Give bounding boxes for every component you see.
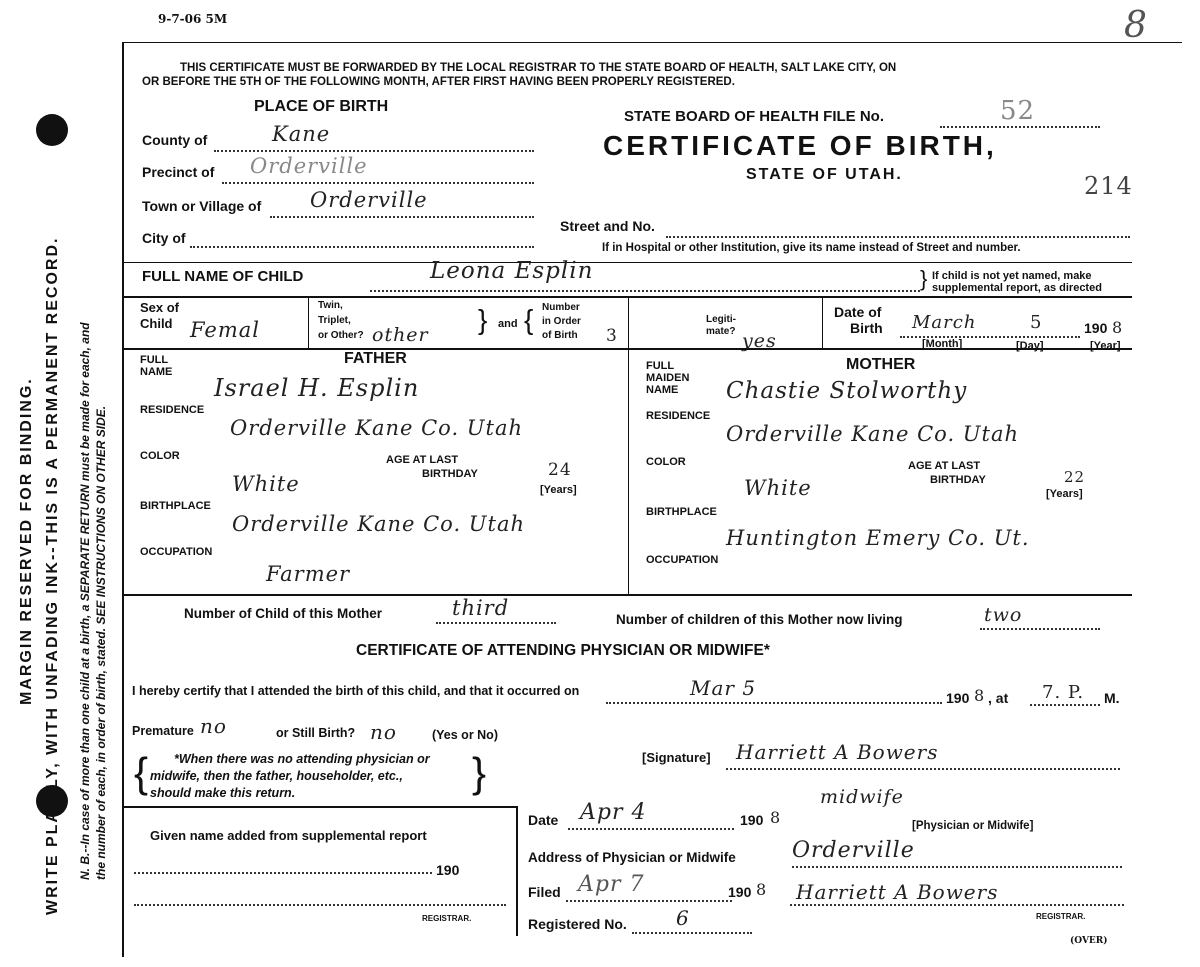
still-birth-value: no xyxy=(370,720,397,744)
mother-residence-label: RESIDENCE xyxy=(646,410,711,422)
legit-divider xyxy=(822,296,823,348)
name-note-2: supplemental report, as directed xyxy=(932,282,1102,294)
child-count-label: Number of Child of this Mother xyxy=(184,606,382,621)
occurred-time-value: 7. P. xyxy=(1042,682,1085,703)
street-line xyxy=(666,236,1130,238)
sex-label-1: Sex of xyxy=(140,300,180,315)
rule-below-name xyxy=(122,296,1132,298)
registrar-caption: REGISTRAR. xyxy=(1036,912,1086,921)
place-of-birth-title: PLACE OF BIRTH xyxy=(254,98,389,115)
street-label: Street and No. xyxy=(560,218,655,234)
premature-value: no xyxy=(200,714,227,738)
occurred-date-value: Mar 5 xyxy=(690,676,757,700)
mother-full-label: FULL xyxy=(646,360,675,372)
date-birth-label-2: Birth xyxy=(850,320,883,336)
precinct-value: Orderville xyxy=(250,154,368,178)
father-residence-label: RESIDENCE xyxy=(140,404,205,416)
city-label: City of xyxy=(142,230,186,246)
registrar-line xyxy=(790,904,1124,906)
margin-binding-text: MARGIN RESERVED FOR BINDING. xyxy=(18,377,35,705)
hospital-note: If in Hospital or other Institution, give its name instead of Street and number. xyxy=(602,242,1021,254)
certificate-title: CERTIFICATE OF BIRTH, xyxy=(603,130,997,161)
twin-label-3: or Other? xyxy=(318,330,364,341)
physician-note-2: midwife, then the father, householder, etc., xyxy=(150,769,403,783)
filed-label: Filed xyxy=(528,884,561,900)
child-count-line xyxy=(436,622,556,624)
occurred-year-prefix: 190 xyxy=(946,690,970,706)
county-line xyxy=(214,150,534,152)
supplemental-right-border xyxy=(516,806,518,936)
file-number-line xyxy=(940,126,1100,128)
form-top-border xyxy=(122,42,1182,43)
margin-ink-text: WRITE PLAINLY, WITH UNFADING INK--THIS IS A PERMANENT RECORD. xyxy=(44,236,61,915)
supplemental-registrar: REGISTRAR. xyxy=(422,914,472,923)
state-label: STATE OF UTAH. xyxy=(746,166,903,183)
father-color-label: COLOR xyxy=(140,450,180,462)
father-residence-value: Orderville Kane Co. Utah xyxy=(230,416,523,440)
notice-line-2: OR BEFORE THE 5TH OF THE FOLLOWING MONTH, AFTER FIRST HAVING BEEN PROPERLY REGISTERED. xyxy=(142,76,735,88)
order-value: 3 xyxy=(606,326,618,346)
rule-below-parents xyxy=(122,594,1132,596)
role-value: midwife xyxy=(820,786,904,808)
date-birth-label-1: Date of xyxy=(834,304,882,320)
twin-brace: } xyxy=(478,304,488,335)
mother-age-value: 22 xyxy=(1064,468,1086,486)
page-number: 8 xyxy=(1124,5,1148,46)
physician-note-3: should make this return. xyxy=(150,786,296,800)
mother-name-label: NAME xyxy=(646,384,679,396)
mother-birthplace-label: BIRTHPLACE xyxy=(646,506,717,518)
living-count-value: two xyxy=(984,604,1023,626)
birth-month-caption: [Month] xyxy=(922,338,963,350)
father-occupation-value: Farmer xyxy=(266,562,351,586)
father-name-value: Israel H. Esplin xyxy=(214,374,420,402)
and-label: and xyxy=(498,318,518,330)
father-years-caption: [Years] xyxy=(540,484,577,496)
town-line xyxy=(270,216,534,218)
filed-year-suffix: 8 xyxy=(756,880,768,899)
parents-divider xyxy=(628,348,629,594)
rule-above-supplemental xyxy=(122,806,518,808)
yes-no-hint: (Yes or No) xyxy=(432,728,498,742)
time-line xyxy=(1030,704,1100,706)
birth-day-caption: [Day] xyxy=(1016,340,1044,352)
date-year-prefix: 190 xyxy=(740,812,764,828)
living-count-line xyxy=(980,628,1100,630)
extra-number: 214 xyxy=(1084,172,1133,200)
supplemental-title: Given name added from supplemental report xyxy=(150,828,427,843)
birth-year-caption: [Year] xyxy=(1090,340,1121,352)
order-brace: { xyxy=(524,304,534,335)
father-birthplace-value: Orderville Kane Co. Utah xyxy=(232,512,525,536)
role-caption: [Physician or Midwife] xyxy=(912,820,1034,832)
order-label-3: of Birth xyxy=(542,330,578,341)
mother-years-caption: [Years] xyxy=(1046,488,1083,500)
legit-value: yes xyxy=(742,330,777,352)
twin-value: other xyxy=(372,324,429,346)
physician-note-1: *When there was no attending physician or xyxy=(174,752,430,766)
date-signed-value: Apr 4 xyxy=(580,800,647,825)
file-number-label: STATE BOARD OF HEALTH FILE No. xyxy=(624,108,884,125)
father-occupation-label: OCCUPATION xyxy=(140,546,213,558)
mother-color-value: White xyxy=(744,476,812,500)
town-label: Town or Village of xyxy=(142,198,262,214)
registrar-signature: Harriett A Bowers xyxy=(796,880,999,904)
file-number-value: 52 xyxy=(1000,96,1036,126)
date-line xyxy=(568,828,734,830)
registered-value: 6 xyxy=(676,906,690,930)
premature-label: Premature xyxy=(132,724,194,738)
sex-label-2: Child xyxy=(140,316,173,331)
father-age-label-1: AGE AT LAST xyxy=(386,454,459,466)
child-name-label: FULL NAME OF CHILD xyxy=(142,268,304,285)
rule-below-sex xyxy=(122,348,1132,350)
living-count-label: Number of children of this Mother now living xyxy=(616,612,903,627)
mother-birthplace-value: Huntington Emery Co. Ut. xyxy=(726,526,1030,550)
m-label: M. xyxy=(1104,690,1120,706)
mother-occupation-label: OCCUPATION xyxy=(646,554,719,566)
birth-month-value: March xyxy=(912,312,977,333)
birth-year-suffix: 8 xyxy=(1112,318,1124,337)
father-name-label: NAME xyxy=(140,366,173,378)
supplemental-line-2 xyxy=(134,904,506,906)
birth-day-value: 5 xyxy=(1030,312,1043,333)
sex-divider xyxy=(308,296,309,348)
mother-name-value: Chastie Stolworthy xyxy=(726,378,968,404)
mother-age-label-1: AGE AT LAST xyxy=(908,460,981,472)
form-code: 9-7-06 5M xyxy=(158,12,228,26)
child-count-value: third xyxy=(452,596,510,620)
county-value: Kane xyxy=(272,122,331,146)
registered-line xyxy=(632,932,752,934)
supplemental-year: 190 xyxy=(436,862,460,878)
address-label: Address of Physician or Midwife xyxy=(528,850,736,865)
mother-residence-value: Orderville Kane Co. Utah xyxy=(726,422,1019,446)
at-label: , at xyxy=(988,690,1009,706)
filed-value: Apr 7 xyxy=(578,872,645,897)
order-label-2: in Order xyxy=(542,316,581,327)
precinct-label: Precinct of xyxy=(142,164,215,180)
mother-color-label: COLOR xyxy=(646,456,686,468)
name-brace: } xyxy=(920,266,928,291)
note-brace-right: } xyxy=(472,749,487,796)
city-line xyxy=(190,246,534,248)
legit-label-2: mate? xyxy=(706,326,736,337)
certify-text: I hereby certify that I attended the birth of this child, and that it occurred on xyxy=(132,684,580,698)
father-color-value: White xyxy=(232,472,300,496)
address-value: Orderville xyxy=(792,838,915,863)
margin-note-2: the number of each, in order of birth, stated. SEE INSTRUCTIONS ON OTHER SIDE. xyxy=(94,405,108,880)
name-note-1: If child is not yet named, make xyxy=(932,270,1092,282)
mother-age-label-2: BIRTHDAY xyxy=(930,474,986,486)
father-full-label: FULL xyxy=(140,354,169,366)
twin-label-2: Triplet, xyxy=(318,315,351,326)
registered-label: Registered No. xyxy=(528,916,627,932)
legit-label-1: Legiti- xyxy=(706,314,736,325)
order-label-1: Number xyxy=(542,302,580,313)
mother-maiden-label: MAIDEN xyxy=(646,372,690,384)
binding-hole-top xyxy=(36,114,68,146)
signature-label: [Signature] xyxy=(642,750,711,765)
rule-above-name xyxy=(122,262,1132,263)
margin-note-1: N. B.--In case of more than one child at a birth, a SEPARATE RETURN must be made for each, and xyxy=(78,322,92,880)
notice-line-1: THIS CERTIFICATE MUST BE FORWARDED BY THE LOCAL REGISTRAR TO THE STATE BOARD OF HEALTH, SALT LAKE CITY, ON xyxy=(180,62,897,74)
father-birthplace-label: BIRTHPLACE xyxy=(140,500,211,512)
twin-label-1: Twin, xyxy=(318,300,343,311)
sex-value: Femal xyxy=(190,318,260,342)
father-age-value: 24 xyxy=(548,460,572,480)
mother-heading: MOTHER xyxy=(846,356,916,373)
supplemental-line-1 xyxy=(134,872,432,874)
father-heading: FATHER xyxy=(344,350,407,367)
occurred-line xyxy=(606,702,942,704)
signature-value: Harriett A Bowers xyxy=(736,740,939,764)
filed-line xyxy=(566,900,732,902)
town-value: Orderville xyxy=(310,188,428,212)
county-label: County of xyxy=(142,132,208,148)
father-age-label-2: BIRTHDAY xyxy=(422,468,478,480)
order-divider xyxy=(628,296,629,348)
note-brace-left: { xyxy=(134,749,149,796)
form-left-border xyxy=(122,42,124,957)
still-birth-label: or Still Birth? xyxy=(276,726,356,740)
child-name-value: Leona Esplin xyxy=(430,258,594,284)
birth-year-prefix: 190 xyxy=(1084,320,1108,336)
child-name-line xyxy=(370,290,920,292)
physician-title: CERTIFICATE OF ATTENDING PHYSICIAN OR MIDWIFE* xyxy=(356,642,770,659)
address-line xyxy=(792,866,1122,868)
date-year-suffix: 8 xyxy=(770,808,782,827)
precinct-line xyxy=(222,182,534,184)
occurred-year-suffix: 8 xyxy=(974,686,986,705)
filed-year-prefix: 190 xyxy=(728,884,752,900)
signature-line xyxy=(726,768,1120,770)
over-tag: (OVER) xyxy=(1070,936,1108,946)
date-label: Date xyxy=(528,812,559,828)
